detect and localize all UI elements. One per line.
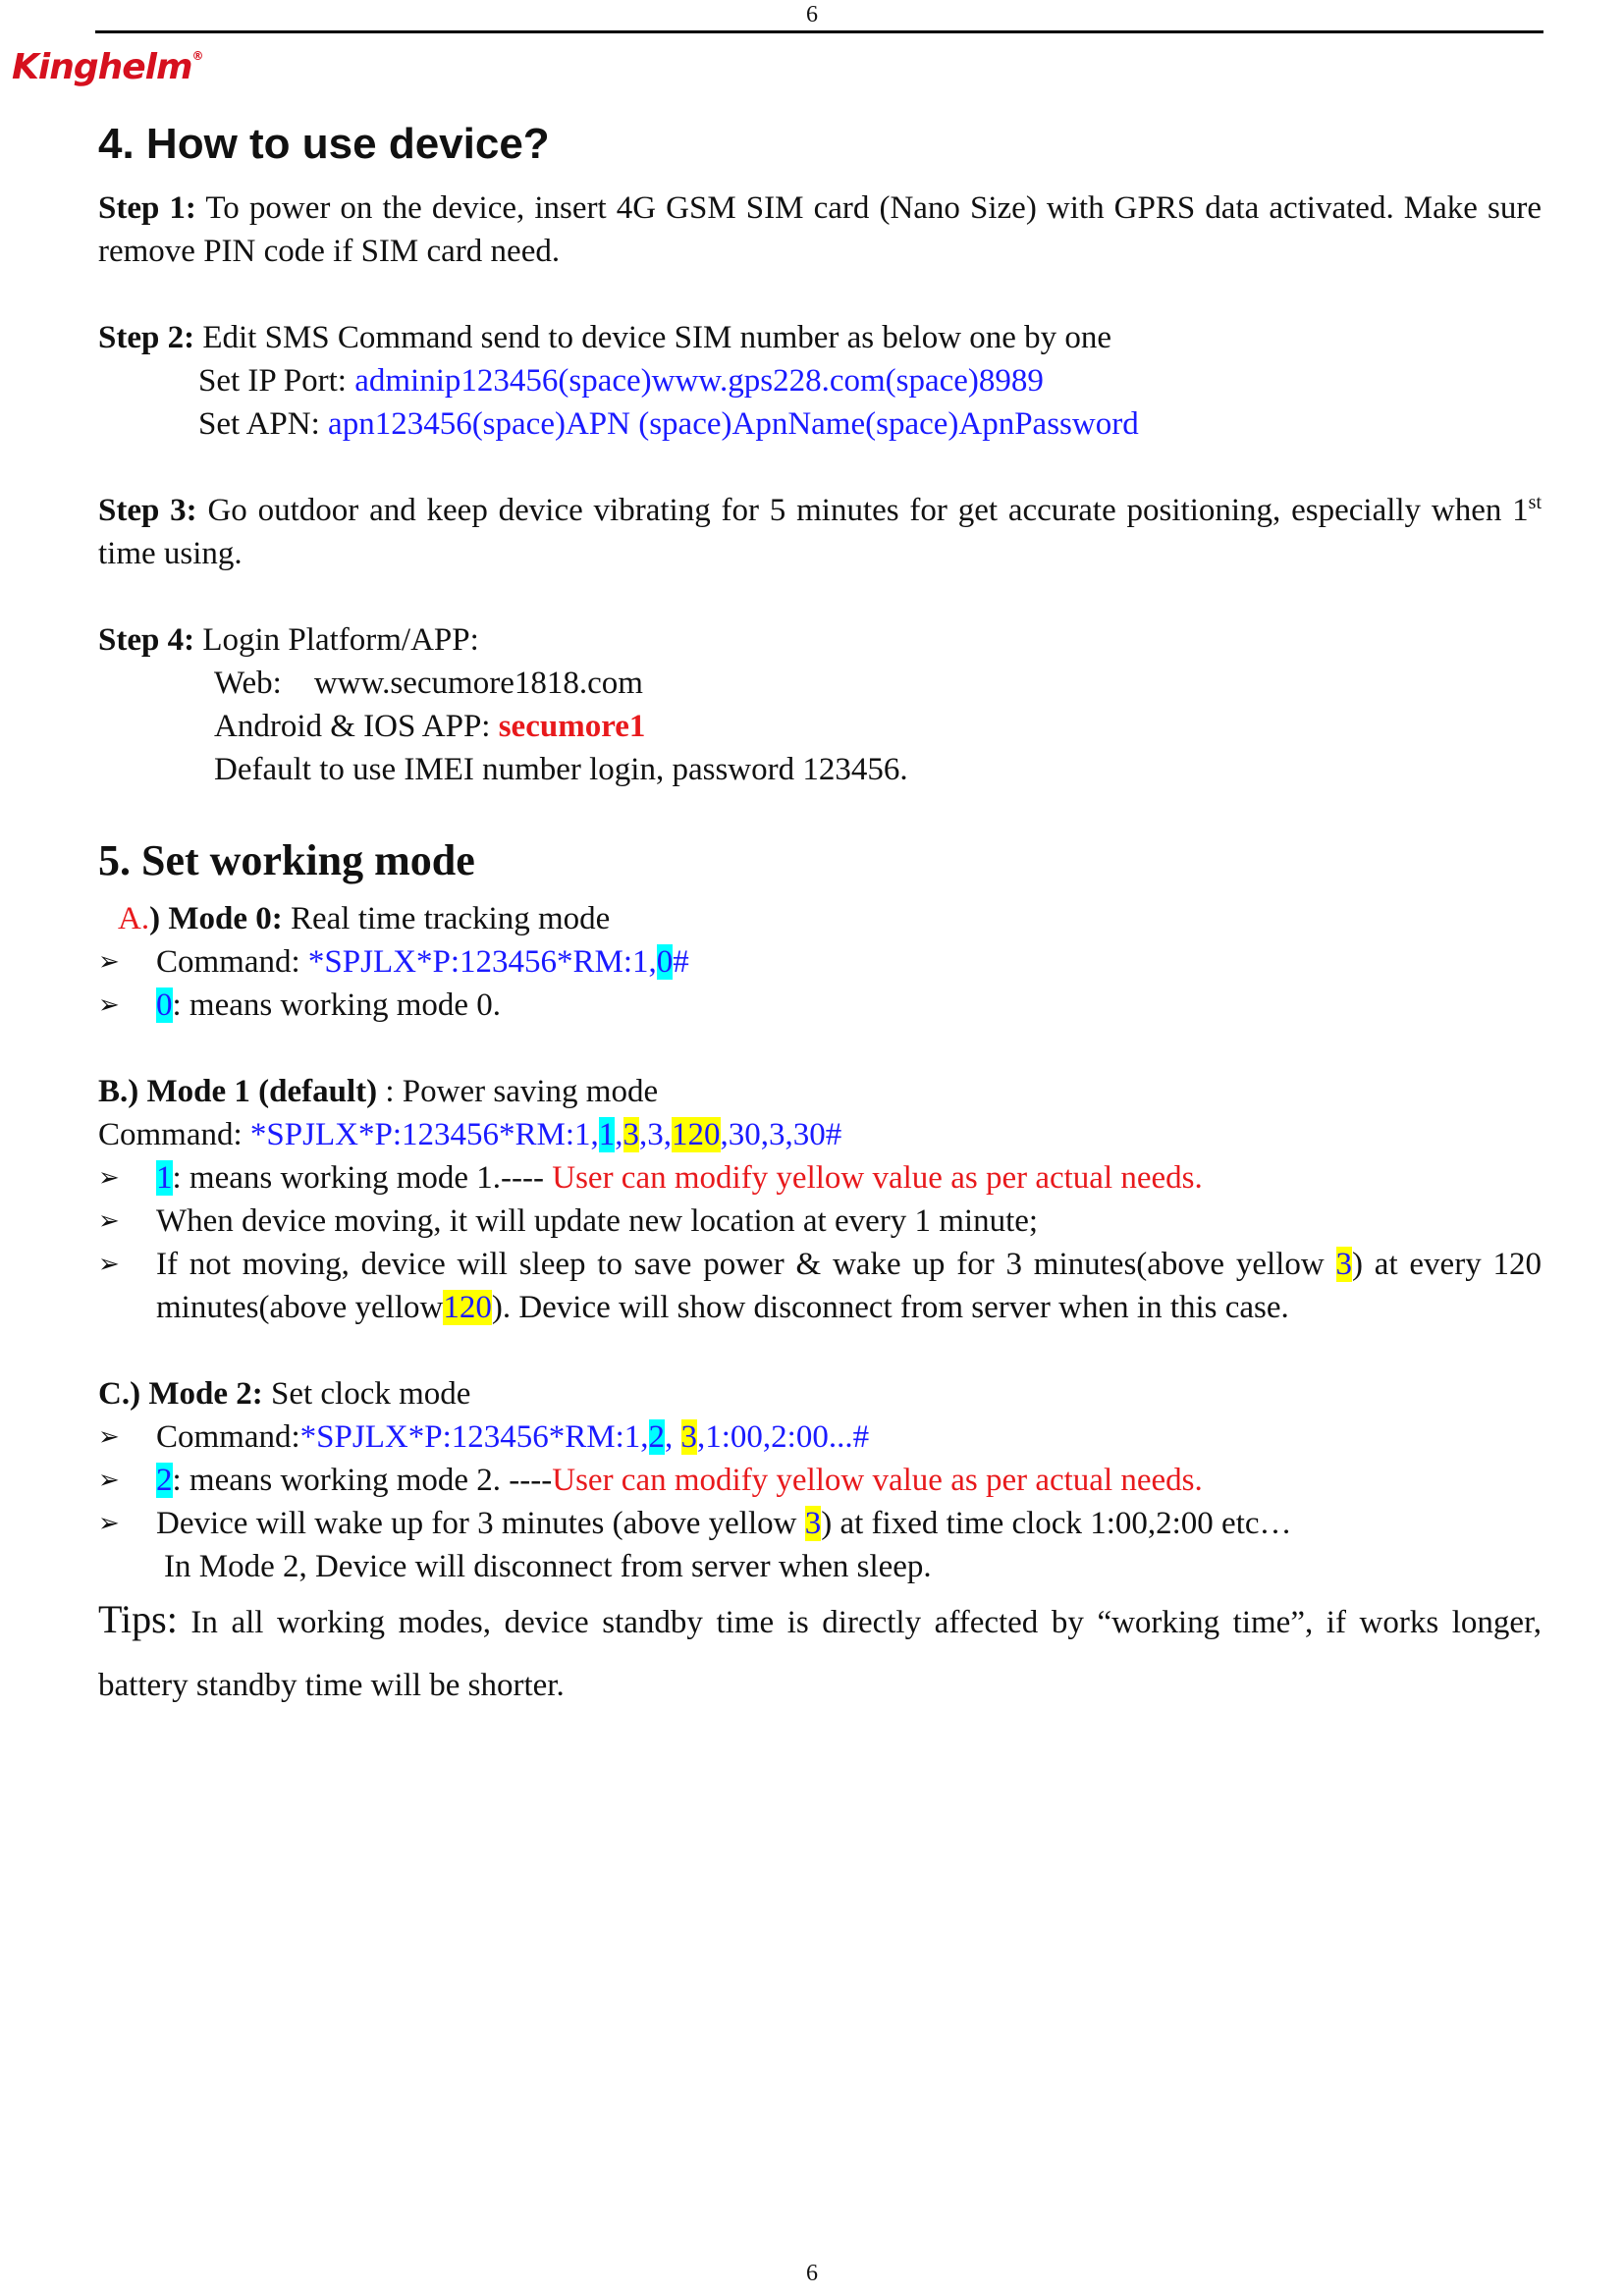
mode-0-letter: A. (118, 901, 150, 936)
mode-1-command-highlight-cyan: 1 (598, 1117, 616, 1152)
mode-1-sleep-text-end: ). Device will show disconnect from server when in this case. (491, 1290, 1289, 1325)
tips-text: In all working modes, device standby time is directly affected by “working time”, if works longer, battery standby time will be shorter. (98, 1605, 1542, 1703)
command-end: ,1:00,2:00...# (697, 1419, 870, 1455)
mode-0-command-highlight: 0 (656, 944, 674, 980)
mode-0-command-item (98, 940, 1542, 984)
step-4-label: Step 4: (98, 622, 195, 658)
mode-1-means-text: : means working mode 1.---- (172, 1160, 553, 1196)
app-line (98, 705, 1542, 748)
app-label: Android & IOS APP: (214, 709, 499, 744)
command-label: Command: (98, 1117, 250, 1152)
mode-0-value-highlight: 0 (156, 988, 173, 1023)
mode-1-moving-text: When device moving, it will update new location at every 1 minute; (156, 1203, 1039, 1239)
step-2 (98, 316, 1542, 359)
mode-1-command: *SPJLX*P:123456*RM:1, (249, 1117, 599, 1152)
arrow-bullet-icon: ➢ (98, 1509, 120, 1538)
step-2-label: Step 2: (98, 320, 195, 355)
mode-1-means-item (98, 1156, 1542, 1200)
command-end: ,30,3,30# (720, 1117, 842, 1152)
section-5-title: 5. Set working mode (98, 836, 475, 884)
apn-label: Set APN: (198, 406, 329, 442)
arrow-bullet-icon: ➢ (98, 1163, 120, 1193)
ip-port-label: Set IP Port: (198, 363, 355, 399)
tips-label: Tips: (98, 1597, 178, 1641)
mode-2-value-highlight: 2 (156, 1463, 173, 1498)
section-4-title: 4. How to use device? (98, 120, 550, 168)
mode-2-command-item (98, 1415, 1542, 1459)
command-label: Command: (156, 944, 308, 980)
step-4 (98, 618, 1542, 662)
command-label: Command: (156, 1419, 300, 1455)
kinghelm-logo (12, 47, 203, 87)
mode-1-command-highlight-yellow: 3 (623, 1117, 640, 1152)
mode-2-means-text: : means working mode 2. ---- (172, 1463, 553, 1498)
arrow-bullet-icon: ➢ (98, 947, 120, 977)
mode-2-command-highlight-yellow: 3 (680, 1419, 698, 1455)
page-number-top: 6 (806, 2, 818, 27)
tips-paragraph (98, 1588, 1542, 1717)
mode-2-wake-item (98, 1502, 1542, 1545)
step-2-text: Edit SMS Command send to device SIM number as below one by one (194, 320, 1112, 355)
mode-1-sleep-item (98, 1243, 1542, 1329)
mode-2-wake-text: Device will wake up for 3 minutes (above yellow (156, 1506, 805, 1541)
mode-2-disconnect-note: In Mode 2, Device will disconnect from server when sleep. (164, 1549, 932, 1584)
page-number-bottom: 6 (806, 2261, 818, 2286)
mode-1-moving-item (98, 1200, 1542, 1243)
mode-2-heading (98, 1372, 1542, 1415)
mode-2-label: C.) Mode 2: (98, 1376, 263, 1412)
logo-text: Kinghelm (12, 47, 192, 87)
mode-1-sleep-text: If not moving, device will sleep to save power & wake up for 3 minutes(above yellow (156, 1247, 1336, 1282)
mode-1-label: B.) Mode 1 (default) (98, 1074, 378, 1109)
step-3-text: Go outdoor and keep device vibrating for 5 minutes for get accurate positioning, especially when 1 (196, 493, 1529, 528)
command-separator: , (665, 1419, 681, 1455)
header-rule (95, 30, 1543, 33)
mode-2-wake-text-end: ) at fixed time clock 1:00,2:00 etc… (821, 1506, 1292, 1541)
mode-1-command-line (98, 1113, 1542, 1156)
mode-2-means-item (98, 1459, 1542, 1502)
arrow-bullet-icon: ➢ (98, 1422, 120, 1452)
logo-registered-mark: ® (191, 49, 203, 63)
step-1 (98, 187, 1542, 273)
mode-1-command-highlight-yellow-120: 120 (672, 1117, 721, 1152)
mode-0-command: *SPJLX*P:123456*RM:1, (307, 944, 657, 980)
mode-0-means-item (98, 984, 1542, 1027)
mode-1-text: : Power saving mode (377, 1074, 659, 1109)
command-part: ,3, (639, 1117, 673, 1152)
step-3-superscript: st (1528, 492, 1542, 513)
arrow-bullet-icon: ➢ (98, 1466, 120, 1495)
command-separator: , (615, 1117, 623, 1152)
step-3-text-end: time using. (98, 536, 243, 571)
modify-note: User can modify yellow value as per actual needs. (552, 1160, 1203, 1196)
yellow-highlight-3: 3 (804, 1506, 822, 1541)
mode-2-command-highlight-cyan: 2 (648, 1419, 666, 1455)
set-apn-line (98, 402, 1542, 446)
arrow-bullet-icon: ➢ (98, 1206, 120, 1236)
step-4-text: Login Platform/APP: (194, 622, 479, 658)
set-ip-port-line (98, 359, 1542, 402)
arrow-bullet-icon: ➢ (98, 990, 120, 1020)
mode-0-command-end: # (673, 944, 689, 980)
step-3-label: Step 3: (98, 493, 197, 528)
mode-1-sleep-text-mid: ) at every 120 minutes(above yellow (156, 1247, 1543, 1325)
document-body (98, 110, 1542, 1717)
mode-0-label: ) Mode 0: (149, 901, 283, 936)
mode-2-command: *SPJLX*P:123456*RM:1, (299, 1419, 649, 1455)
arrow-bullet-icon: ➢ (98, 1250, 120, 1279)
step-1-label: Step 1: (98, 190, 196, 226)
apn-command: apn123456(space)APN (space)ApnName(space)ApnPassword (328, 406, 1139, 442)
yellow-highlight-120: 120 (443, 1290, 492, 1325)
app-name: secumore1 (498, 709, 646, 744)
mode-0-text: Real time tracking mode (282, 901, 611, 936)
web-line: Web: www.secumore1818.com (214, 666, 643, 701)
yellow-highlight-3: 3 (1335, 1247, 1352, 1282)
mode-1-value-highlight: 1 (156, 1160, 173, 1196)
modify-note: User can modify yellow value as per actual needs. (552, 1463, 1203, 1498)
mode-0-heading (98, 897, 1542, 940)
mode-1-heading (98, 1070, 1542, 1113)
step-3 (98, 489, 1542, 575)
ip-port-command: adminip123456(space)www.gps228.com(space)8989 (354, 363, 1044, 399)
mode-0-means-text: : means working mode 0. (172, 988, 502, 1023)
step-1-text: To power on the device, insert 4G GSM SIM card (Nano Size) with GPRS data activated. Make sure remove PIN code if SIM card need. (98, 190, 1542, 269)
mode-2-text: Set clock mode (262, 1376, 471, 1412)
default-login-line: Default to use IMEI number login, password 123456. (214, 752, 908, 787)
